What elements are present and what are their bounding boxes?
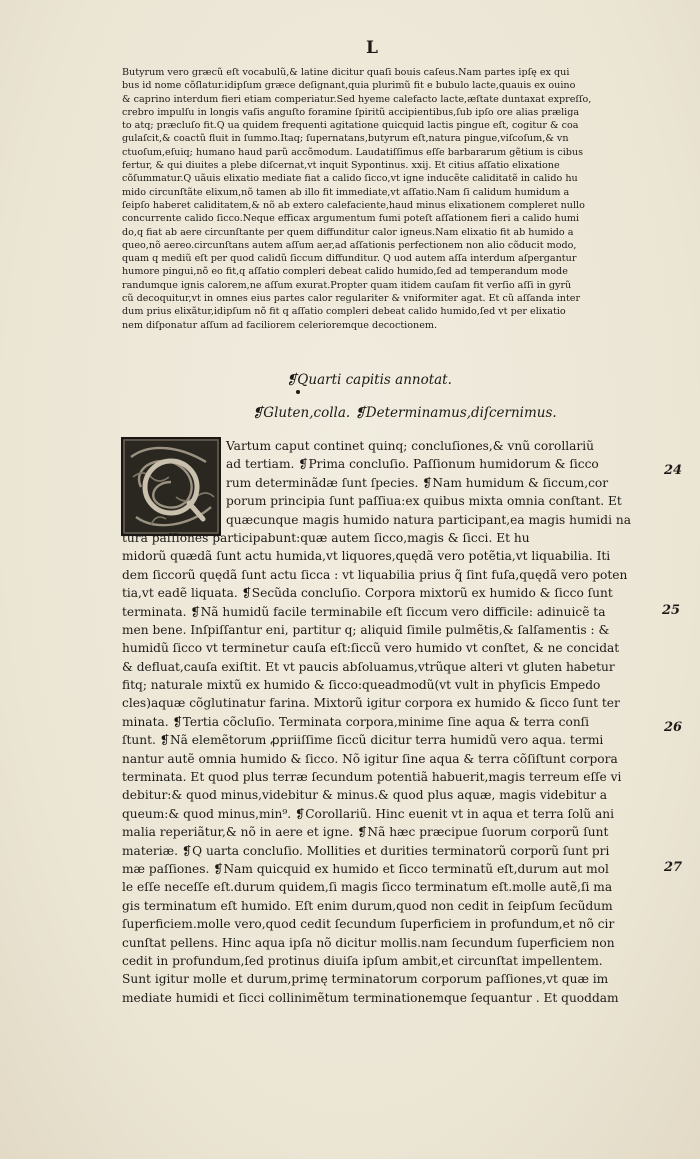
text-line: do,q fiat ab aere circunſtante per quem diffunditur calor igneus.Nam elixatio fit ab humido a [122, 226, 574, 238]
text-line: ctuoſum,eſuiq; humano haud parũ accõmodum. Laudatiſſimus eſſe barbararum gẽtium is cibus [122, 146, 584, 158]
margin-number: 27 [664, 860, 683, 875]
text-line: crebro impulſu in longis vaſis anguſto foramine ſpiritũ accipientibus,ſub ipſo ore alias præliga [122, 106, 580, 118]
text-line: cedit in profundum,ſed protinus diuiſa ipſum ambit,et circunſtat impellentem. [122, 953, 603, 968]
text-line: nantur autẽ omnia humido & ſicco. Nõ igitur ſine aqua & terra cõſiſtunt corpora [122, 751, 618, 766]
margin-number: 25 [662, 603, 681, 618]
text-line: Butyrum vero græcũ eſt vocabulũ,& latine dicitur quaſi bouis caſeus.Nam partes ipſę ex qui [122, 67, 570, 78]
text-line: men bene. Inſpiſſantur eni, partitur q; aliquid ſimile pulmẽtis,& ſalſamentis : & [122, 622, 610, 637]
text-line: Vartum caput continet quinq; concluſiones,& vnũ corollariũ [226, 439, 594, 453]
text-line: minata. ❡Tertia cõcluſio. Terminata corpora,minime ſine aqua & terra conſi [122, 714, 590, 729]
text-line: cõſummatur.Q uãuis elixatio mediate fiat a calido ſicco,vt igne inducẽte caliditatẽ in calido hu [122, 173, 578, 185]
text-line: debitur:& quod minus,videbitur & minus.& quod plus aquæ, magis videbitur a [122, 788, 608, 803]
text-line: porum principia ſunt paſſiua:ex quibus mixta omnia conſtant. Et [226, 494, 622, 509]
text-line: tura paſſiones participabunt:quæ autem ſicco,magis & ſicci. Et hu [122, 530, 530, 545]
text-line: ſtunt. ❡Nã elemẽtorum ꝓpriiſſime ſiccũ dicitur terra humidũ vero aqua. termi [122, 733, 604, 748]
margin-number: 24 [664, 463, 683, 478]
text-line: malia reperiãtur,& nõ in aere et igne. ❡Nã hæc præcipue ſuorum corporũ ſunt [122, 825, 609, 840]
text-line: le eſſe neceſſe eſt.durum quidem,ſi magis ſicco terminatum eſt.molle autẽ,ſi ma [122, 880, 613, 895]
text-line: terminata. Et quod plus terræ ſecundum potentiã habuerit,magis terreum eſſe vi [122, 770, 622, 785]
text-line: & caprino interdum fieri etiam comperiatur.Sed hyeme calefacto lacte,æſtate duntaxat expreſſo, [122, 93, 592, 105]
commentary-block [122, 66, 656, 332]
heading-dot [296, 390, 300, 394]
text-line: cũ decoquitur,vt in omnes eius partes calor regulariter & vniformiter agat. Et cũ aſſanda inter [122, 293, 581, 305]
text-line: ſeipſo haberet caliditatem,& nõ ab extero calefaciente,haud minus elixationem compleret nullo [122, 199, 585, 211]
text-line: materiæ. ❡Q uarta concluſio. Mollities et durities terminatorũ corporũ ſunt pri [122, 843, 610, 858]
text-line: dem ſiccorũ quędã ſunt actu ſicca : vt liquabilia prius q̃ ſint fuſa,quędã vero poten [122, 567, 628, 582]
text-line: terminata. ❡Nã humidũ facile terminabile eſt ſiccum vero difficile: adinuicẽ ta [122, 604, 606, 619]
text-line: humore pingui,nõ eo fit,q aſſatio compleri debeat calido humido,ſed ad temperandum mode [122, 266, 568, 278]
text-line: ad tertiam. ❡Prima concluſio. Paſſionum humidorum & ſicco [226, 457, 599, 472]
margin-number: 26 [664, 720, 683, 735]
text-line: fertur, & qui diuites a plebe diſcernat,vt inquit Sypontinus. xxij. Et citius aſſatio elixatione [122, 160, 560, 172]
text-line: midorũ quædã ſunt actu humida,vt liquores,quędã vero potẽtia,vt liquabilia. Iti [122, 549, 611, 564]
text-line: gis terminatum eſt humido. Eſt enim durum,quod non cedit in ſeipſum ſecũdum [122, 898, 613, 913]
text-line: cunſtat pellens. Hinc aqua ipſa nõ dicitur mollis.nam ſecundum ſuperficiem non [122, 935, 615, 950]
text-line: quæcunque magis humido natura participant,ea magis humidi na [226, 512, 631, 527]
text-line: concurrente calido ſicco.Neque efficax argumentum fumi poteſt aſſationem fieri a calido humi [122, 213, 580, 225]
annotation-body [122, 437, 658, 1007]
text-line: ſuperficiem.molle vero,quod cedit ſecundum ſuperficiem in profundum,et nõ cir [122, 917, 615, 932]
gloss-heading: ❡Gluten,colla. ❡Determinamus,diſcernimus. [252, 405, 557, 421]
text-line: nem diſponatur aſſum ad faciliorem celerioremque decoctionem. [122, 319, 438, 331]
text-line: tia,vt eadẽ liquata. ❡Secũda concluſio. Corpora mixtorũ ex humido & ſicco ſunt [122, 586, 613, 601]
text-line: to atq; præcluſo fit.Q ua quidem frequenti agitatione quicquid lactis pingue eſt, cogitur & coa [122, 120, 579, 132]
text-line: bus id nome cõſlatur.idipſum græce deſignant,quia plurimũ fit e bubulo lacte,quauis ex ouino [122, 80, 576, 92]
text-line: cles)aquæ cõglutinatur farina. Mixtorũ igitur corpora ex humido & ſicco ſunt ter [122, 696, 620, 711]
text-line: humidũ ſicco vt terminetur cauſa eſt:ſiccũ vero humido vt conſtet, & ne concidat [122, 641, 620, 656]
text-line: mæ paſſiones. ❡Nam quicquid ex humido et ſicco terminatũ eſt,durum aut mol [122, 861, 609, 876]
text-line: randumque ignis calorem,ne aſſum exurat.Propter quam itidem cauſam fit verſio aſſi in gyrũ [122, 279, 572, 291]
text-line: dum prius elixãtur,idipſum nõ fit q aſſatio compleri debeat calido humido,ſed vt per elixatio [122, 306, 566, 318]
text-line: Sunt igitur molle et durum,primę terminatorum corporum paſſiones,vt quæ im [122, 972, 609, 987]
text-line: rum determinãdæ ſunt ſpecies. ❡Nam humidum & ſiccum,cor [226, 475, 609, 490]
text-line: queo,nõ aereo.circunſtans autem aſſum aer,ad aſſationis perfectionem non alio cõducit modo, [122, 239, 577, 251]
text-line: mido circunſtãte elixum,nõ tamen ab illo fit immediate,vt aſſatio.Nam ſi calidum humidum a [122, 186, 570, 198]
text-line: gulaſcit,& coactũ fluit in ſummo.Itaq; ſupernatans,butyrum eſt,natura pingue,viſcoſum,& vn [122, 133, 569, 145]
chapter-heading: ❡Quarti capitis annotat. [286, 372, 452, 388]
text-line: mediate humidi et ſicci collinimẽtum terminationemque ſequantur . Et quoddam [122, 990, 619, 1005]
folio-letter: L [366, 38, 379, 58]
text-line: quam q mediũ eſt per quod calidũ ſiccum diffunditur. Q uod autem aſſa interdum aſpergantur [122, 253, 577, 265]
text-line: queum:& quod minus,min⁹. ❡Corollariũ. Hinc euenit vt in aqua et terra ſolũ ani [122, 806, 614, 821]
text-line: fitq; naturale mixtũ ex humido & ſicco:queadmodũ(vt vult in phyſicis Empedo [122, 678, 601, 693]
text-line: & defluat,cauſa exiſtit. Et vt paucis abſoluamus,vtrũque alteri vt gluten habetur [122, 659, 615, 674]
